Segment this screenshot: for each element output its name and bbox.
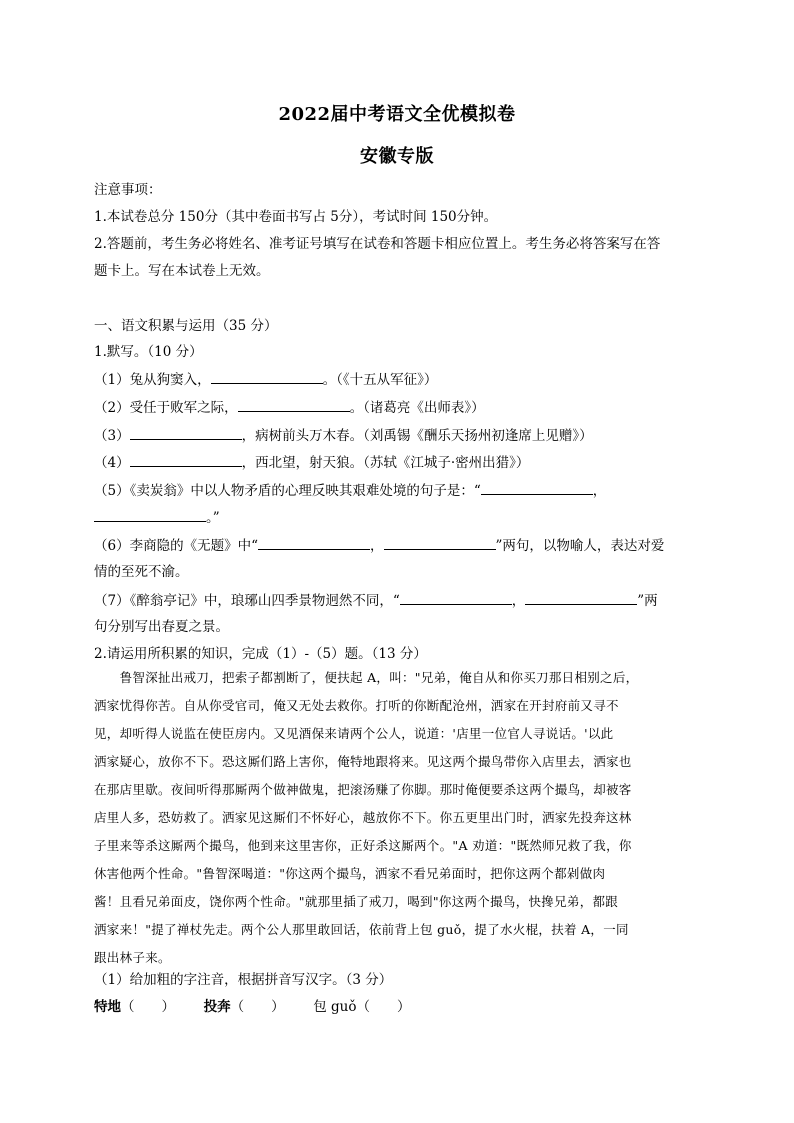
item-4-label: （4） xyxy=(94,455,130,471)
question-1-item-5-line-2 xyxy=(94,507,220,528)
passage-line: 鲁智深扯出戒刀，把索子都割断了，便扶起 A，叫："兄弟，俺自从和你买刀那日相别之后， xyxy=(94,670,639,685)
passage-line: 店里人多，恐妨救了。洒家见这厮们不怀好心，越放你不下。你五更里出门时，洒家先投奔这林 xyxy=(94,810,632,825)
reading-passage xyxy=(94,664,694,972)
answer-blank[interactable] xyxy=(238,397,350,412)
question-1-item-3 xyxy=(94,425,593,446)
item-7-text: （7）《醉翁亭记》中，琅琊山四季景物迥然不同，“ xyxy=(94,593,400,609)
answer-paren-2[interactable]: （ ） xyxy=(230,999,285,1015)
item-1-text: （1）兔从狗窦入， xyxy=(94,372,211,388)
item-7-text-end: ”两 xyxy=(637,593,658,609)
passage-line: 见，却听得人说监在使臣房内。又见酒保来请两个公人，说道：'店里一位官人寻说话。'以此 xyxy=(94,726,614,741)
word-2: 投奔 xyxy=(203,999,231,1015)
answer-blank[interactable] xyxy=(211,369,323,384)
answer-blank[interactable] xyxy=(94,507,206,522)
question-1-item-6-line-2: 情的至死不渝。 xyxy=(94,564,189,580)
answer-blank[interactable] xyxy=(130,425,242,440)
question-2-sub-1: （1）给加粗的字注音，根据拼音写汉字。（3 分） xyxy=(94,972,393,988)
answer-blank[interactable] xyxy=(258,535,370,550)
word-1: 特地 xyxy=(94,999,121,1015)
item-1-source: 。（《十五从军征》） xyxy=(322,372,438,388)
answer-paren-1[interactable]: （ ） xyxy=(121,999,175,1015)
question-1-item-4 xyxy=(94,452,529,473)
item-7-comma: ， xyxy=(511,593,526,609)
item-4-text: ，西北望，射天狼。（苏轼《江城子·密州出猎》） xyxy=(241,455,530,471)
pinyin-row xyxy=(94,997,410,1017)
answer-blank[interactable] xyxy=(481,480,593,495)
notice-heading: 注意事项： xyxy=(94,182,162,198)
question-2-label: 2.请运用所积累的知识，完成（1）-（5）题。（13 分） xyxy=(94,646,427,662)
answer-blank[interactable] xyxy=(400,590,512,605)
question-1-item-7 xyxy=(94,590,658,611)
item-5-end: 。” xyxy=(206,510,220,526)
question-1-item-6 xyxy=(94,535,664,556)
notice-item-1: 1.本试卷总分 150分（其中卷面书写占 5分），考试时间 150分钟。 xyxy=(94,209,498,225)
item-6-comma: ， xyxy=(370,538,384,554)
item-3-label: （3） xyxy=(94,428,130,444)
passage-line: 洒家疑心，放你不下。恐这厮们路上害你，俺特地跟将来。见这两个撮鸟带你入店里去，洒家也 xyxy=(94,754,632,769)
item-5-comma: ， xyxy=(592,483,607,499)
passage-line: 在那店里歇。夜间听得那厮两个做神做鬼，把滚汤赚了你脚。那时俺便要杀这两个撮鸟，却被客 xyxy=(94,782,632,797)
question-1-item-5 xyxy=(94,480,606,501)
passage-line: 酱！且看兄弟面皮，饶你两个性命。"就那里插了戒刀，喝到"你这两个撮鸟，快搀兄弟，都跟 xyxy=(94,894,619,909)
question-1-item-1 xyxy=(94,369,437,390)
item-2-source: 。（诸葛亮《出师表》） xyxy=(349,400,485,416)
answer-blank[interactable] xyxy=(130,452,242,467)
passage-line: 洒家忧得你苦。自从你受官司，俺又无处去救你。打听的你断配沧州，洒家在开封府前又寻不 xyxy=(94,698,619,713)
word-3: 包 guǒ xyxy=(313,999,357,1015)
notice-item-2-line-1: 2.答题前，考生务必将姓名、准考证号填写在试卷和答题卡相应位置上。考生务必将答案写在答 xyxy=(94,236,661,252)
question-1-item-2 xyxy=(94,397,485,418)
section-1-heading: 一、语文积累与运用（35 分） xyxy=(94,318,278,334)
page-title: 2022届中考语文全优模拟卷 xyxy=(278,104,516,125)
question-1-label: 1.默写。（10 分） xyxy=(94,344,203,360)
item-6-text: （6）李商隐的《无题》中“ xyxy=(94,538,258,554)
item-5-text: （5）《卖炭翁》中以人物矛盾的心理反映其艰难处境的句子是：“ xyxy=(94,483,481,499)
passage-line: 子里来等杀这厮两个撮鸟，他到来这里害你，正好杀这厮两个。"A 劝道："既然师兄救了我，你 xyxy=(94,838,632,853)
passage-line: 休害他两个性命。"鲁智深喝道："你这两个撮鸟，洒家不看兄弟面时，把你这两个都剁做肉 xyxy=(94,866,606,881)
page-subtitle: 安徽专版 xyxy=(360,146,434,167)
item-3-text: ，病树前头万木春。（刘禹锡《酬乐天扬州初逢席上见赠》） xyxy=(241,428,593,444)
notice-item-2-line-2: 题卡上。写在本试卷上无效。 xyxy=(94,263,270,279)
passage-line: 跟出林子来。 xyxy=(94,950,171,965)
passage-line: 洒家来！"提了禅杖先走。两个公人那里敢回话，依前背上包 guǒ，提了水火棍，扶着 A，一同 xyxy=(94,922,629,937)
item-2-text: （2）受任于败军之际， xyxy=(94,400,238,416)
answer-paren-3[interactable]: （ ） xyxy=(356,999,411,1015)
item-6-text-end: ”两句，以物喻人，表达对爱 xyxy=(495,538,665,554)
answer-blank[interactable] xyxy=(525,590,637,605)
answer-blank[interactable] xyxy=(384,535,496,550)
question-1-item-7-line-2: 句分别写出春夏之景。 xyxy=(94,619,229,635)
